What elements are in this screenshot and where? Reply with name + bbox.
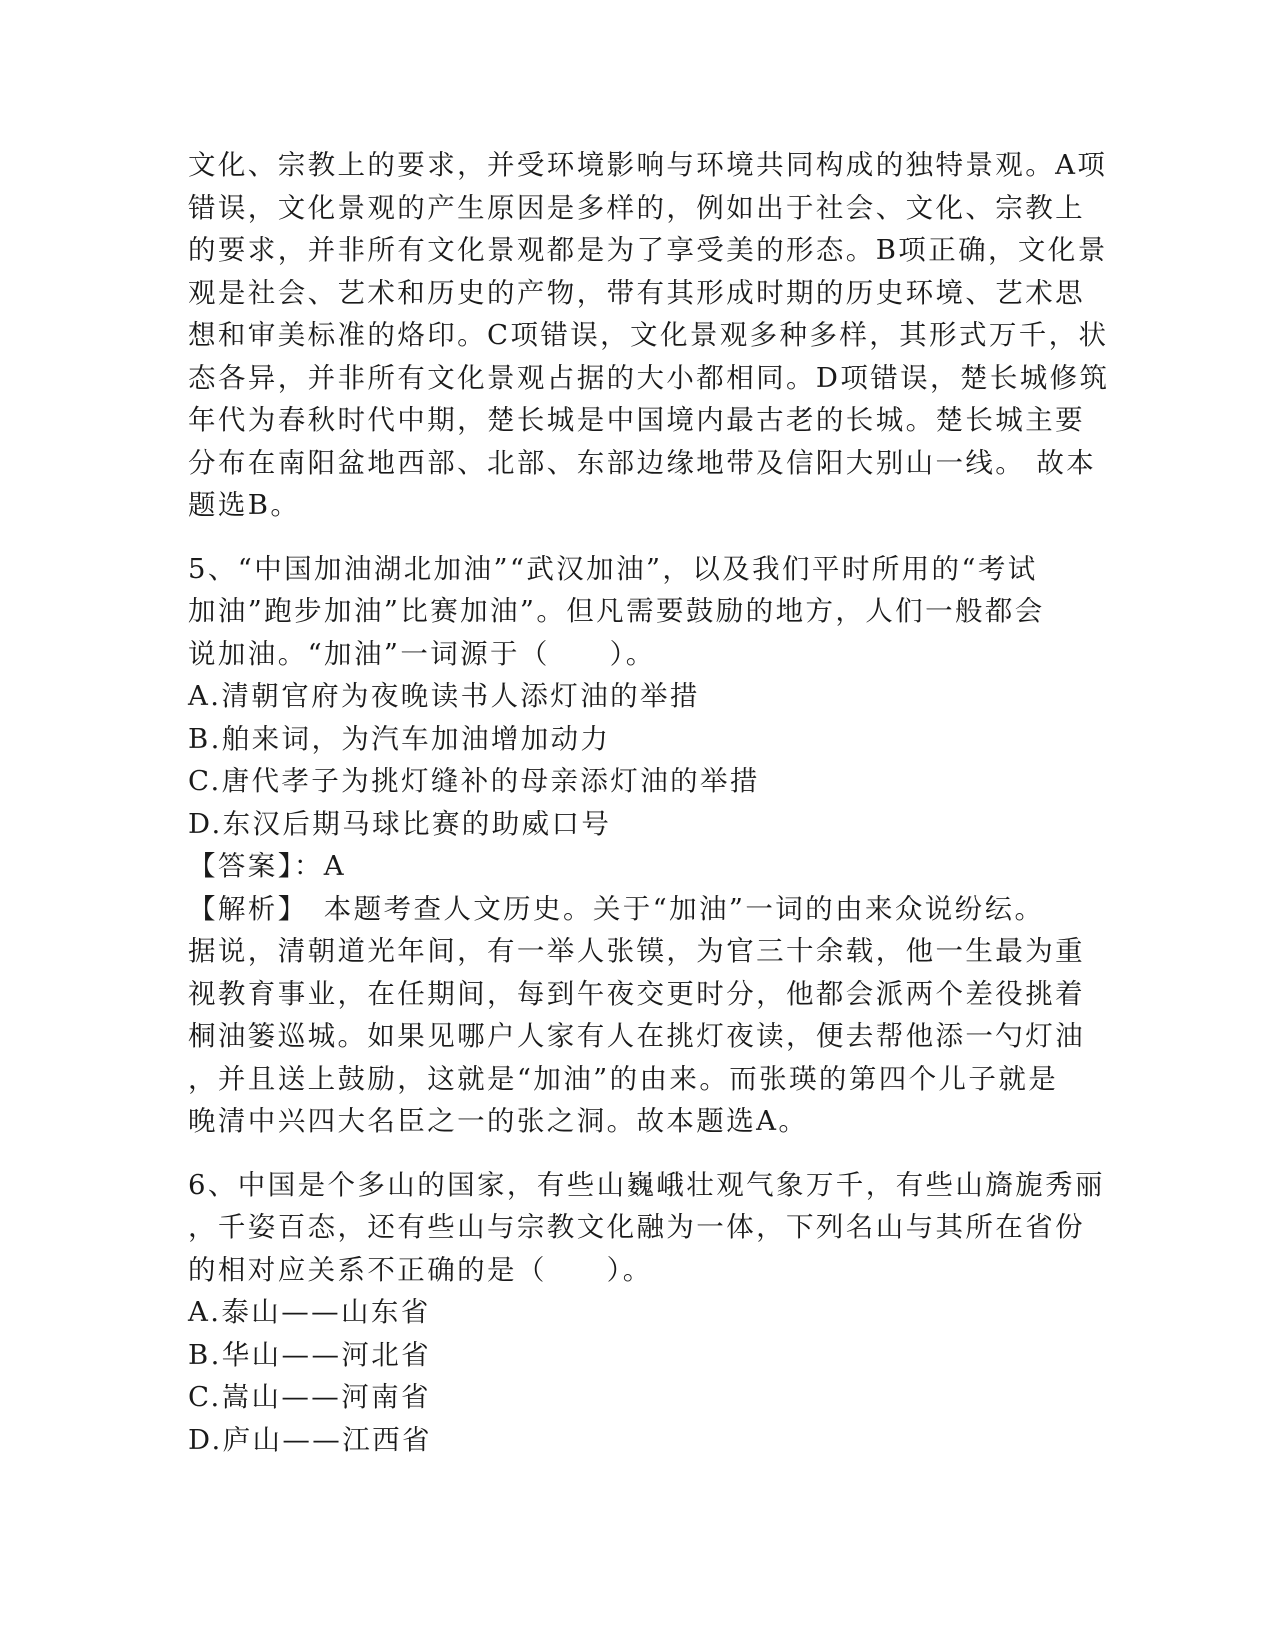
answer-line: 【答案】：A [188, 850, 347, 882]
question-stem-line: ，千姿百态，还有些山与宗教文化融为一体，下列名山与其所在省份 [188, 1211, 1085, 1243]
explanation-line: 据说，清朝道光年间，有一举人张镆，为官三十余载，他一生最为重 [188, 935, 1085, 967]
text-line: 题选B。 [188, 489, 301, 521]
text-line: 观是社会、艺术和历史的产物，带有其形成时期的历史环境、艺术思 [188, 276, 1085, 309]
explanation-line: 晚清中兴四大名臣之一的张之洞。故本题选A。 [188, 1105, 809, 1137]
text-line: 年代为春秋时代中期，楚长城是中国境内最古老的长城。楚长城主要 [188, 404, 1085, 436]
text-line: 态各异，并非所有文化景观占据的大小都相同。D项错误，楚长城修筑 [188, 361, 1110, 394]
option-d: D.东汉后期马球比赛的助威口号 [188, 807, 612, 840]
option-a: A.清朝官府为夜晚读书人添灯油的举措 [188, 680, 700, 712]
question-stem-line: 加油”跑步加油”比赛加油”。但凡需要鼓励的地方，人们一般都会 [188, 595, 1045, 627]
question-stem-line: 6、中国是个多山的国家，有些山巍峨壮观气象万千，有些山旖旎秀丽 [188, 1168, 1105, 1201]
option-b: B.华山——河北省 [188, 1338, 432, 1371]
text-line: 错误，文化景观的产生原因是多样的，例如出于社会、文化、宗教上 [188, 191, 1085, 224]
explanation-line: 【解析】 本题考查人文历史。关于“加油”一词的由来众说纷纭。 [188, 892, 1045, 925]
question-stem-line: 说加油。“加油”一词源于（ ）。 [188, 637, 656, 670]
question-6-options [188, 1291, 1088, 1461]
text-line: 分布在南阳盆地西部、北部、东部边缘地带及信阳大别山一线。 故本 [188, 446, 1097, 479]
continued-explanation [188, 144, 1110, 527]
spacer [188, 527, 1088, 548]
option-c: C.嵩山——河南省 [188, 1381, 431, 1413]
text-line: 文化、宗教上的要求，并受环境影响与环境共同构成的独特景观。A项 [188, 149, 1108, 181]
option-b: B.舶来词，为汽车加油增加动力 [188, 722, 611, 755]
text-line: 的要求，并非所有文化景观都是为了享受美的形态。B项正确，文化景 [188, 234, 1108, 266]
question-6 [188, 1164, 1105, 1292]
explanation-line: ，并且送上鼓励，这就是“加油”的由来。而张瑛的第四个儿子就是 [188, 1062, 1059, 1095]
option-d: D.庐山——江西省 [188, 1423, 432, 1456]
page-content [188, 144, 1110, 1461]
question-5 [188, 548, 1088, 676]
question-5-options [188, 675, 1088, 845]
option-c: C.唐代孝子为挑灯缝补的母亲添灯油的举措 [188, 765, 760, 797]
explanation-line: 桐油篓巡城。如果见哪户人家有人在挑灯夜读，便去帮他添一勺灯油 [188, 1020, 1085, 1052]
question-5-explanation [188, 888, 1088, 1143]
question-stem-line: 5、“中国加油湖北加油”“武汉加油”，以及我们平时所用的“考试 [188, 552, 1038, 585]
text-line: 想和审美标准的烙印。C项错误，文化景观多种多样，其形式万千，状 [188, 319, 1109, 351]
explanation-line: 视教育事业，在任期间，每到午夜交更时分，他都会派两个差役挑着 [188, 977, 1085, 1010]
question-stem-line: 的相对应关系不正确的是（ ）。 [188, 1253, 653, 1286]
spacer [188, 1143, 1088, 1164]
question-5-answer [188, 845, 1088, 888]
option-a: A.泰山——山东省 [188, 1296, 431, 1328]
